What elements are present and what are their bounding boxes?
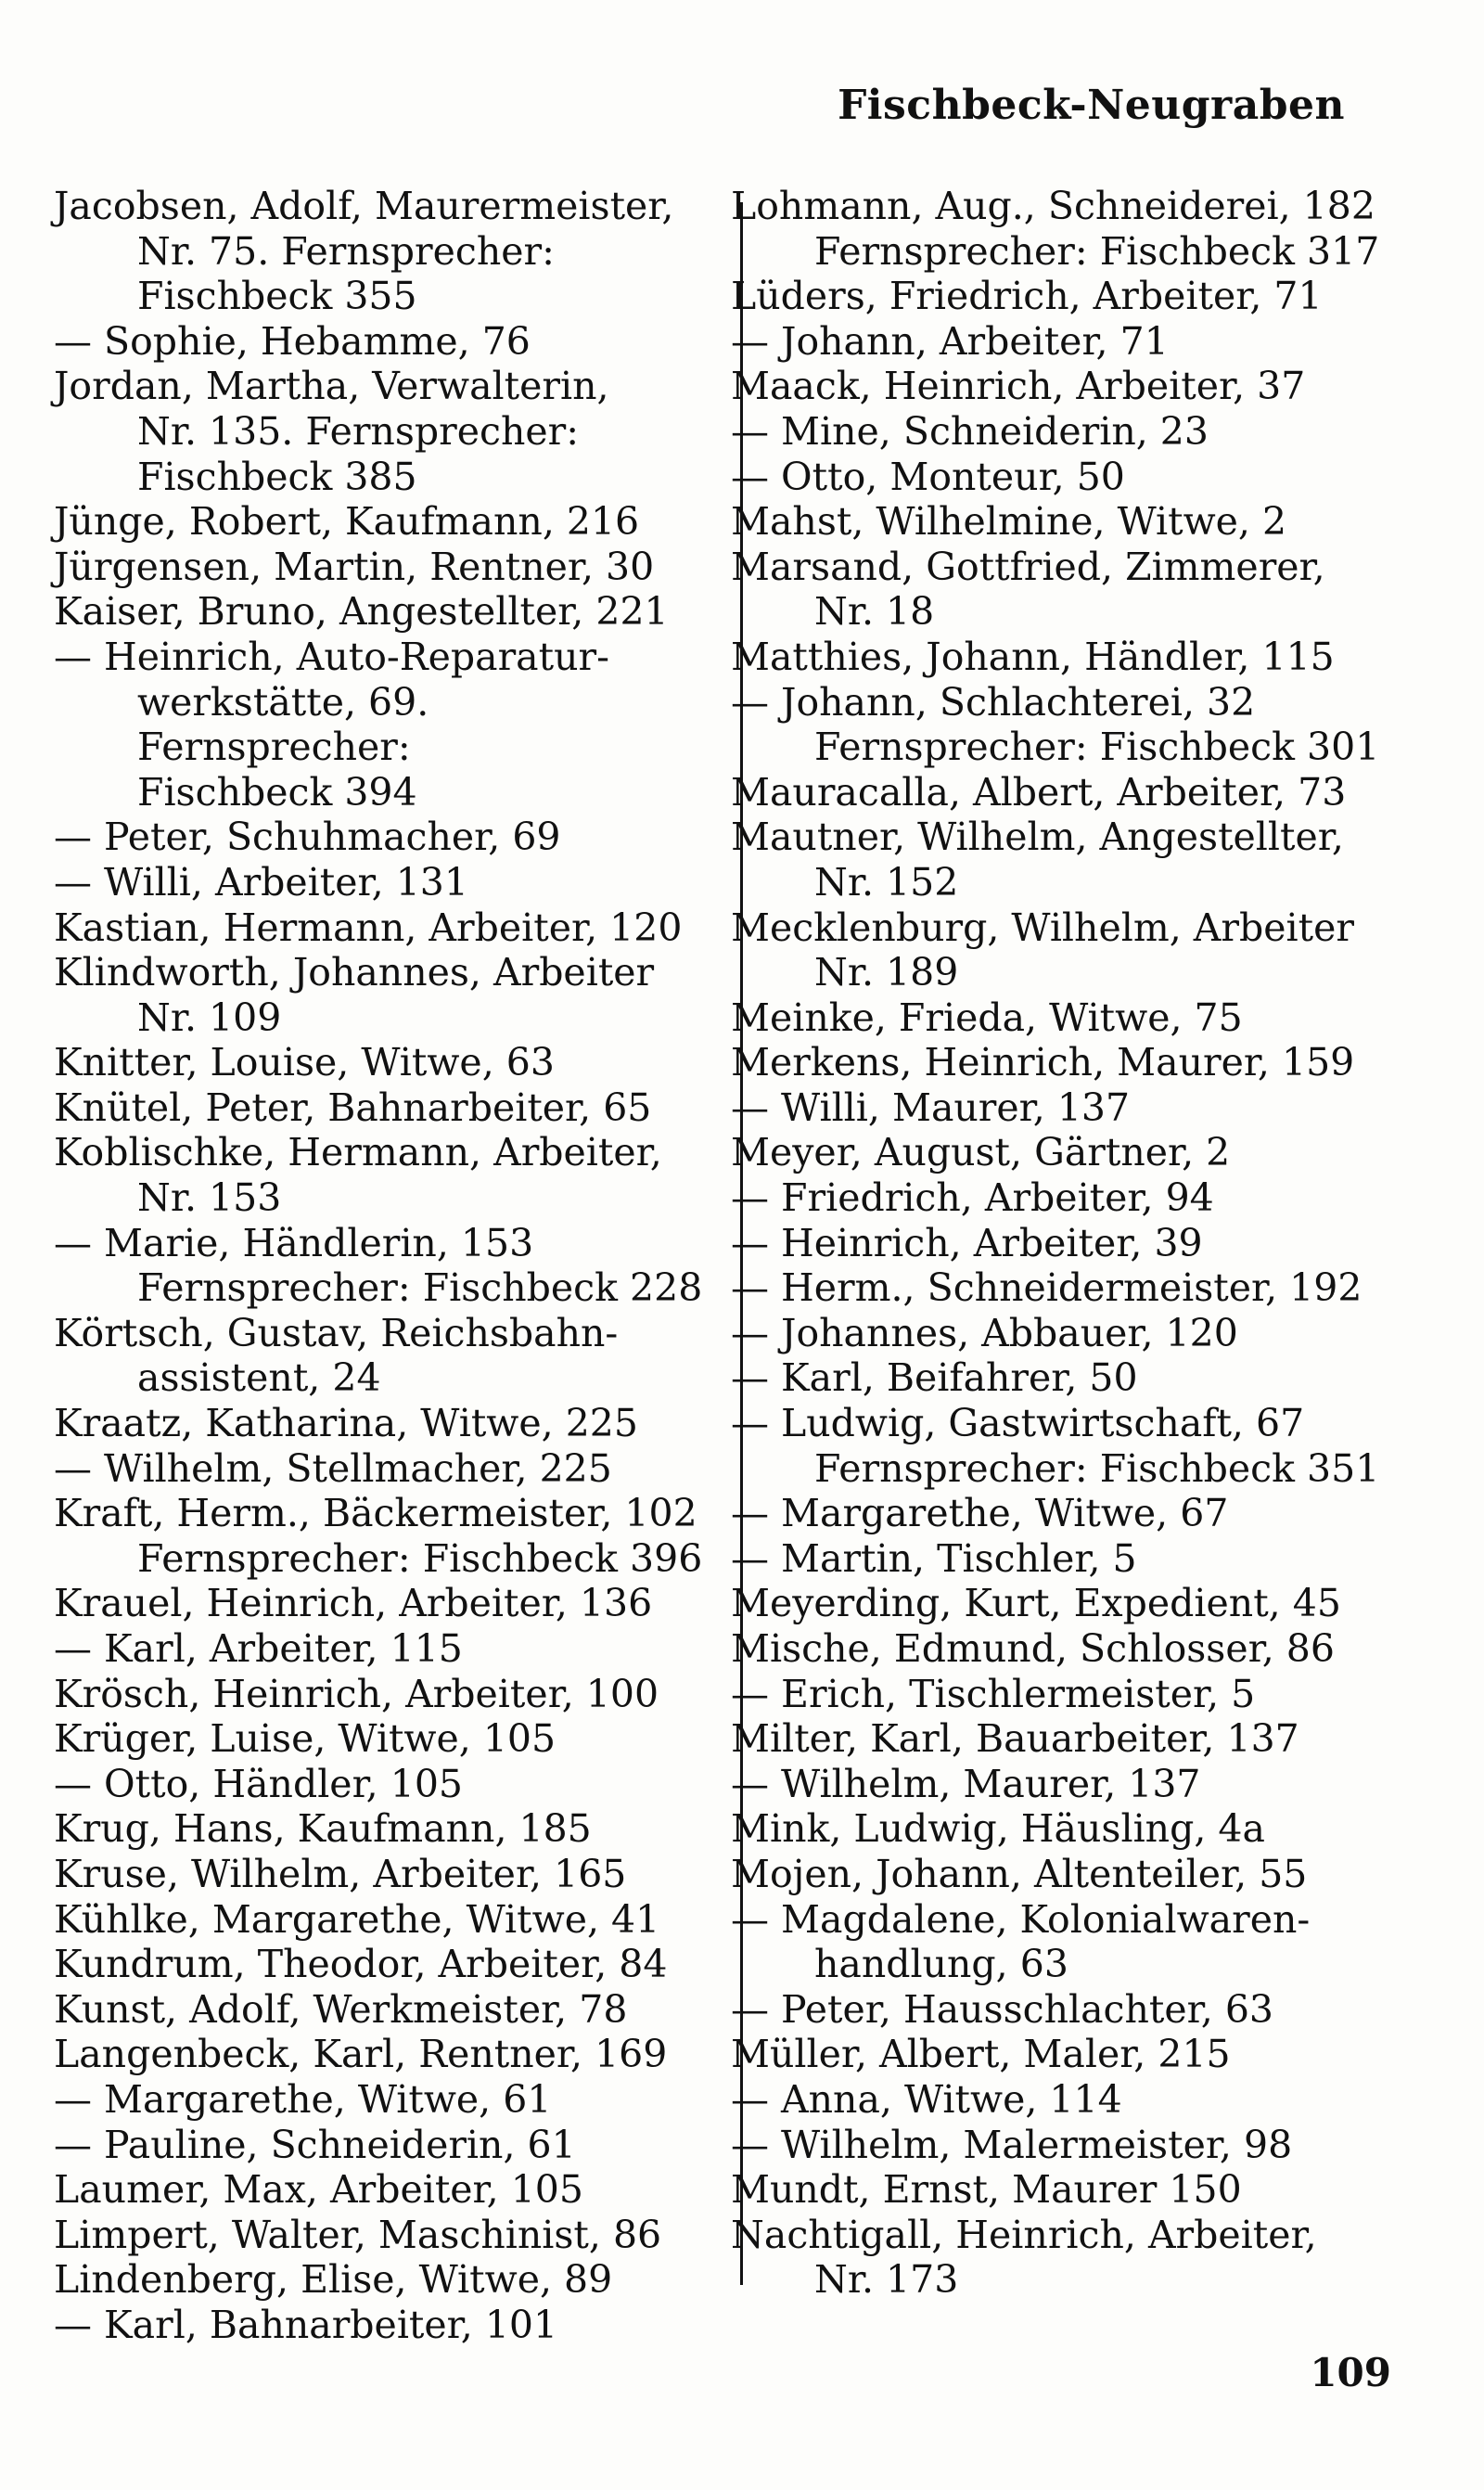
directory-entry <box>731 1355 1399 1401</box>
left-column <box>54 184 712 2348</box>
directory-entry <box>54 860 712 905</box>
right-column <box>731 184 1399 2303</box>
entry-text: — Pauline, Schneiderin, 61 <box>54 2122 576 2167</box>
page-number: 109 <box>1310 2350 1391 2395</box>
entry-text: Mink, Ludwig, Häusling, 4a <box>731 1806 1265 1852</box>
directory-entry <box>731 1626 1399 1672</box>
entry-continuation: Fernsprecher: Fischbeck 301 <box>814 725 1380 770</box>
entry-continuation: Nr. 109 <box>137 995 282 1040</box>
directory-entry <box>54 184 712 319</box>
directory-entry <box>731 1536 1399 1582</box>
entry-text: Jacobsen, Adolf, Maurermeister, <box>54 184 674 228</box>
directory-entry <box>54 2257 712 2303</box>
directory-entry <box>731 1311 1399 1356</box>
directory-entry <box>54 319 712 365</box>
entry-text: Limpert, Walter, Maschinist, 86 <box>54 2212 662 2257</box>
directory-entry <box>731 319 1399 365</box>
entry-text: — Willi, Maurer, 137 <box>731 1085 1131 1130</box>
directory-entry <box>731 545 1399 635</box>
entry-text: Jünge, Robert, Kaufmann, 216 <box>54 499 640 545</box>
directory-entry <box>54 1311 712 1401</box>
directory-entry <box>54 1446 712 1492</box>
entry-text: — Friedrich, Arbeiter, 94 <box>731 1175 1214 1221</box>
directory-entry <box>54 2303 712 2348</box>
entry-continuation: werkstätte, 69. Fernsprecher: <box>137 679 429 770</box>
directory-entry <box>54 2213 712 2258</box>
directory-entry <box>731 770 1399 815</box>
entry-continuation: Nr. 189 <box>814 950 959 995</box>
directory-entry <box>731 1130 1399 1175</box>
directory-entry <box>731 2167 1399 2213</box>
directory-entry <box>54 1581 712 1626</box>
entry-text: Mische, Edmund, Schlosser, 86 <box>731 1626 1335 1671</box>
entry-text: Mecklenburg, Wilhelm, Arbeiter <box>731 905 1354 950</box>
entry-text: Kastian, Hermann, Arbeiter, 120 <box>54 905 683 950</box>
directory-entry <box>54 1040 712 1085</box>
directory-entry <box>731 1762 1399 1807</box>
entry-text: — Wilhelm, Maurer, 137 <box>731 1761 1201 1806</box>
entry-text: — Otto, Händler, 105 <box>54 1761 463 1806</box>
directory-entry <box>54 635 712 815</box>
directory-entry <box>54 2123 712 2168</box>
entry-continuation: Fernsprecher: Fischbeck 228 <box>137 1265 703 1311</box>
directory-entry <box>54 1852 712 1897</box>
entry-text: Nachtigall, Heinrich, Arbeiter, <box>731 2212 1317 2257</box>
directory-entry <box>731 1221 1399 1266</box>
entry-continuation: Fernsprecher: Fischbeck 351 <box>814 1445 1380 1491</box>
entry-text: Knütel, Peter, Bahnarbeiter, 65 <box>54 1085 652 1130</box>
directory-entry <box>54 2032 712 2077</box>
entry-text: Lüders, Friedrich, Arbeiter, 71 <box>731 274 1323 319</box>
entry-text: Krösch, Heinrich, Arbeiter, 100 <box>54 1671 659 1716</box>
directory-entry <box>731 995 1399 1041</box>
entry-text: — Willi, Arbeiter, 131 <box>54 859 468 905</box>
entry-text: Matthies, Johann, Händler, 115 <box>731 634 1335 679</box>
entry-text: Lohmann, Aug., Schneiderei, 182 <box>731 184 1375 228</box>
entry-text: — Herm., Schneidermeister, 192 <box>731 1265 1362 1311</box>
entry-text: Kühlke, Margarethe, Witwe, 41 <box>54 1896 660 1942</box>
directory-entry <box>731 364 1399 409</box>
directory-entry <box>731 1085 1399 1131</box>
directory-entry <box>54 1762 712 1807</box>
directory-entry <box>54 905 712 951</box>
entry-continuation: Fernsprecher: Fischbeck 396 <box>137 1535 703 1581</box>
entry-text: Kunst, Adolf, Werkmeister, 78 <box>54 1986 628 2032</box>
entry-text: Müller, Albert, Maler, 215 <box>731 2032 1231 2077</box>
directory-entry <box>731 1987 1399 2033</box>
entry-text: — Johannes, Abbauer, 120 <box>731 1310 1238 1355</box>
entry-text: Koblischke, Hermann, Arbeiter, <box>54 1130 662 1175</box>
directory-entry <box>54 1085 712 1131</box>
directory-entry <box>54 1221 712 1311</box>
entry-text: Jürgensen, Martin, Rentner, 30 <box>54 544 655 589</box>
directory-entry <box>731 499 1399 545</box>
entry-text: Mautner, Wilhelm, Angestellter, <box>731 815 1344 860</box>
entry-text: Krauel, Heinrich, Arbeiter, 136 <box>54 1581 653 1626</box>
entry-text: Kraatz, Katharina, Witwe, 225 <box>54 1401 638 1446</box>
directory-entry <box>54 1987 712 2033</box>
entry-continuation: Nr. 75. Fernsprecher: <box>137 228 555 274</box>
directory-entry <box>731 1806 1399 1852</box>
directory-entry <box>54 545 712 590</box>
directory-entry <box>731 1672 1399 1717</box>
entry-continuation: Nr. 18 <box>814 589 935 635</box>
entry-text: Kaiser, Bruno, Angestellter, 221 <box>54 589 669 635</box>
entry-text: — Margarethe, Witwe, 67 <box>731 1491 1229 1536</box>
directory-entry <box>731 680 1399 770</box>
entry-continuation: Fernsprecher: Fischbeck 317 <box>814 228 1380 274</box>
entry-continuation: Nr. 173 <box>814 2257 959 2303</box>
directory-entry <box>54 364 712 499</box>
directory-entry <box>731 1401 1399 1491</box>
entry-text: — Margarethe, Witwe, 61 <box>54 2076 552 2122</box>
entry-text: — Johann, Arbeiter, 71 <box>731 318 1169 364</box>
entry-text: Klindworth, Johannes, Arbeiter <box>54 950 655 995</box>
directory-entry <box>731 1581 1399 1626</box>
entry-text: — Wilhelm, Malermeister, 98 <box>731 2122 1293 2167</box>
entry-text: Knitter, Louise, Witwe, 63 <box>54 1040 555 1085</box>
entry-continuation: assistent, 24 <box>137 1355 381 1401</box>
directory-entry <box>731 905 1399 995</box>
directory-entry <box>731 1040 1399 1085</box>
entry-text: — Erich, Tischlermeister, 5 <box>731 1671 1256 1716</box>
directory-entry <box>731 2123 1399 2168</box>
directory-entry <box>54 950 712 1040</box>
directory-entry <box>731 274 1399 319</box>
directory-entry <box>54 589 712 635</box>
entry-continuation: Fischbeck 394 <box>137 769 417 815</box>
directory-entry <box>731 815 1399 905</box>
entry-text: — Peter, Schuhmacher, 69 <box>54 815 561 860</box>
directory-entry <box>731 184 1399 274</box>
entry-text: Körtsch, Gustav, Reichsbahn- <box>54 1310 619 1355</box>
entry-text: Laumer, Max, Arbeiter, 105 <box>54 2167 583 2213</box>
entry-text: — Otto, Monteur, 50 <box>731 454 1125 499</box>
directory-entry <box>54 1716 712 1762</box>
directory-entry <box>731 1852 1399 1897</box>
entry-text: Langenbeck, Karl, Rentner, 169 <box>54 2032 668 2077</box>
entry-text: Krug, Hans, Kaufmann, 185 <box>54 1806 592 1852</box>
entry-text: Meyerding, Kurt, Expedient, 45 <box>731 1581 1341 1626</box>
directory-entry <box>54 1672 712 1717</box>
entry-text: Kruse, Wilhelm, Arbeiter, 165 <box>54 1851 627 1896</box>
directory-entry <box>54 1626 712 1672</box>
directory-entry <box>731 2032 1399 2077</box>
entry-text: Jordan, Martha, Verwalterin, <box>54 364 609 409</box>
directory-entry <box>731 1897 1399 1987</box>
directory-entry <box>54 1806 712 1852</box>
directory-entry <box>54 1942 712 1987</box>
entry-text: Mojen, Johann, Altenteiler, 55 <box>731 1851 1308 1896</box>
entry-text: — Anna, Witwe, 114 <box>731 2076 1122 2122</box>
directory-entry <box>54 1491 712 1581</box>
entry-continuation: Nr. 152 <box>814 859 959 905</box>
entry-text: — Heinrich, Arbeiter, 39 <box>731 1220 1203 1265</box>
entry-text: — Marie, Händlerin, 153 <box>54 1220 534 1265</box>
entry-text: Mahst, Wilhelmine, Witwe, 2 <box>731 499 1287 545</box>
entry-text: Meinke, Frieda, Witwe, 75 <box>731 995 1243 1040</box>
entry-text: — Karl, Arbeiter, 115 <box>54 1626 463 1671</box>
directory-entry <box>54 1130 712 1220</box>
entry-continuation: Fischbeck 355 <box>137 274 417 319</box>
entry-continuation: Fischbeck 385 <box>137 454 417 499</box>
entry-text: — Martin, Tischler, 5 <box>731 1535 1137 1581</box>
entry-text: Meyer, August, Gärtner, 2 <box>731 1130 1231 1175</box>
directory-entry <box>54 1401 712 1446</box>
entry-text: Kundrum, Theodor, Arbeiter, 84 <box>54 1942 668 1987</box>
directory-entry <box>731 635 1399 680</box>
directory-entry <box>54 1897 712 1943</box>
entry-text: — Johann, Schlachterei, 32 <box>731 679 1256 725</box>
entry-text: Marsand, Gottfried, Zimmerer, <box>731 544 1325 589</box>
entry-text: Mundt, Ernst, Maurer 150 <box>731 2167 1242 2213</box>
entry-text: — Heinrich, Auto-Reparatur- <box>54 634 609 679</box>
directory-entry <box>731 1175 1399 1221</box>
entry-text: Maack, Heinrich, Arbeiter, 37 <box>731 364 1306 409</box>
directory-entry <box>54 815 712 860</box>
directory-entry <box>731 409 1399 455</box>
running-head: Fischbeck-Neugraben <box>838 82 1345 129</box>
entry-continuation: Nr. 153 <box>137 1175 282 1221</box>
entry-continuation: handlung, 63 <box>814 1942 1068 1987</box>
directory-entry <box>54 499 712 545</box>
directory-entry <box>731 1491 1399 1536</box>
directory-entry <box>731 1716 1399 1762</box>
entry-text: Lindenberg, Elise, Witwe, 89 <box>54 2257 613 2303</box>
entry-text: Mauracalla, Albert, Arbeiter, 73 <box>731 769 1347 815</box>
entry-text: — Ludwig, Gastwirtschaft, 67 <box>731 1401 1305 1446</box>
directory-entry <box>731 2077 1399 2123</box>
directory-entry <box>54 2167 712 2213</box>
entry-text: — Wilhelm, Stellmacher, 225 <box>54 1445 612 1491</box>
entry-text: Krüger, Luise, Witwe, 105 <box>54 1716 556 1762</box>
entry-text: — Peter, Hausschlachter, 63 <box>731 1986 1273 2032</box>
entry-text: Milter, Karl, Bauarbeiter, 137 <box>731 1716 1299 1762</box>
directory-entry <box>54 2077 712 2123</box>
entry-text: Kraft, Herm., Bäckermeister, 102 <box>54 1491 697 1536</box>
entry-text: — Mine, Schneiderin, 23 <box>731 408 1209 454</box>
directory-entry <box>731 2213 1399 2303</box>
entry-text: — Karl, Beifahrer, 50 <box>731 1355 1138 1401</box>
entry-continuation: Nr. 135. Fernsprecher: <box>137 408 580 454</box>
entry-text: — Sophie, Hebamme, 76 <box>54 318 531 364</box>
directory-entry <box>731 455 1399 500</box>
entry-text: Merkens, Heinrich, Maurer, 159 <box>731 1040 1355 1085</box>
directory-entry <box>731 1265 1399 1311</box>
entry-text: — Magdalene, Kolonialwaren- <box>731 1896 1311 1942</box>
entry-text: — Karl, Bahnarbeiter, 101 <box>54 2302 558 2347</box>
